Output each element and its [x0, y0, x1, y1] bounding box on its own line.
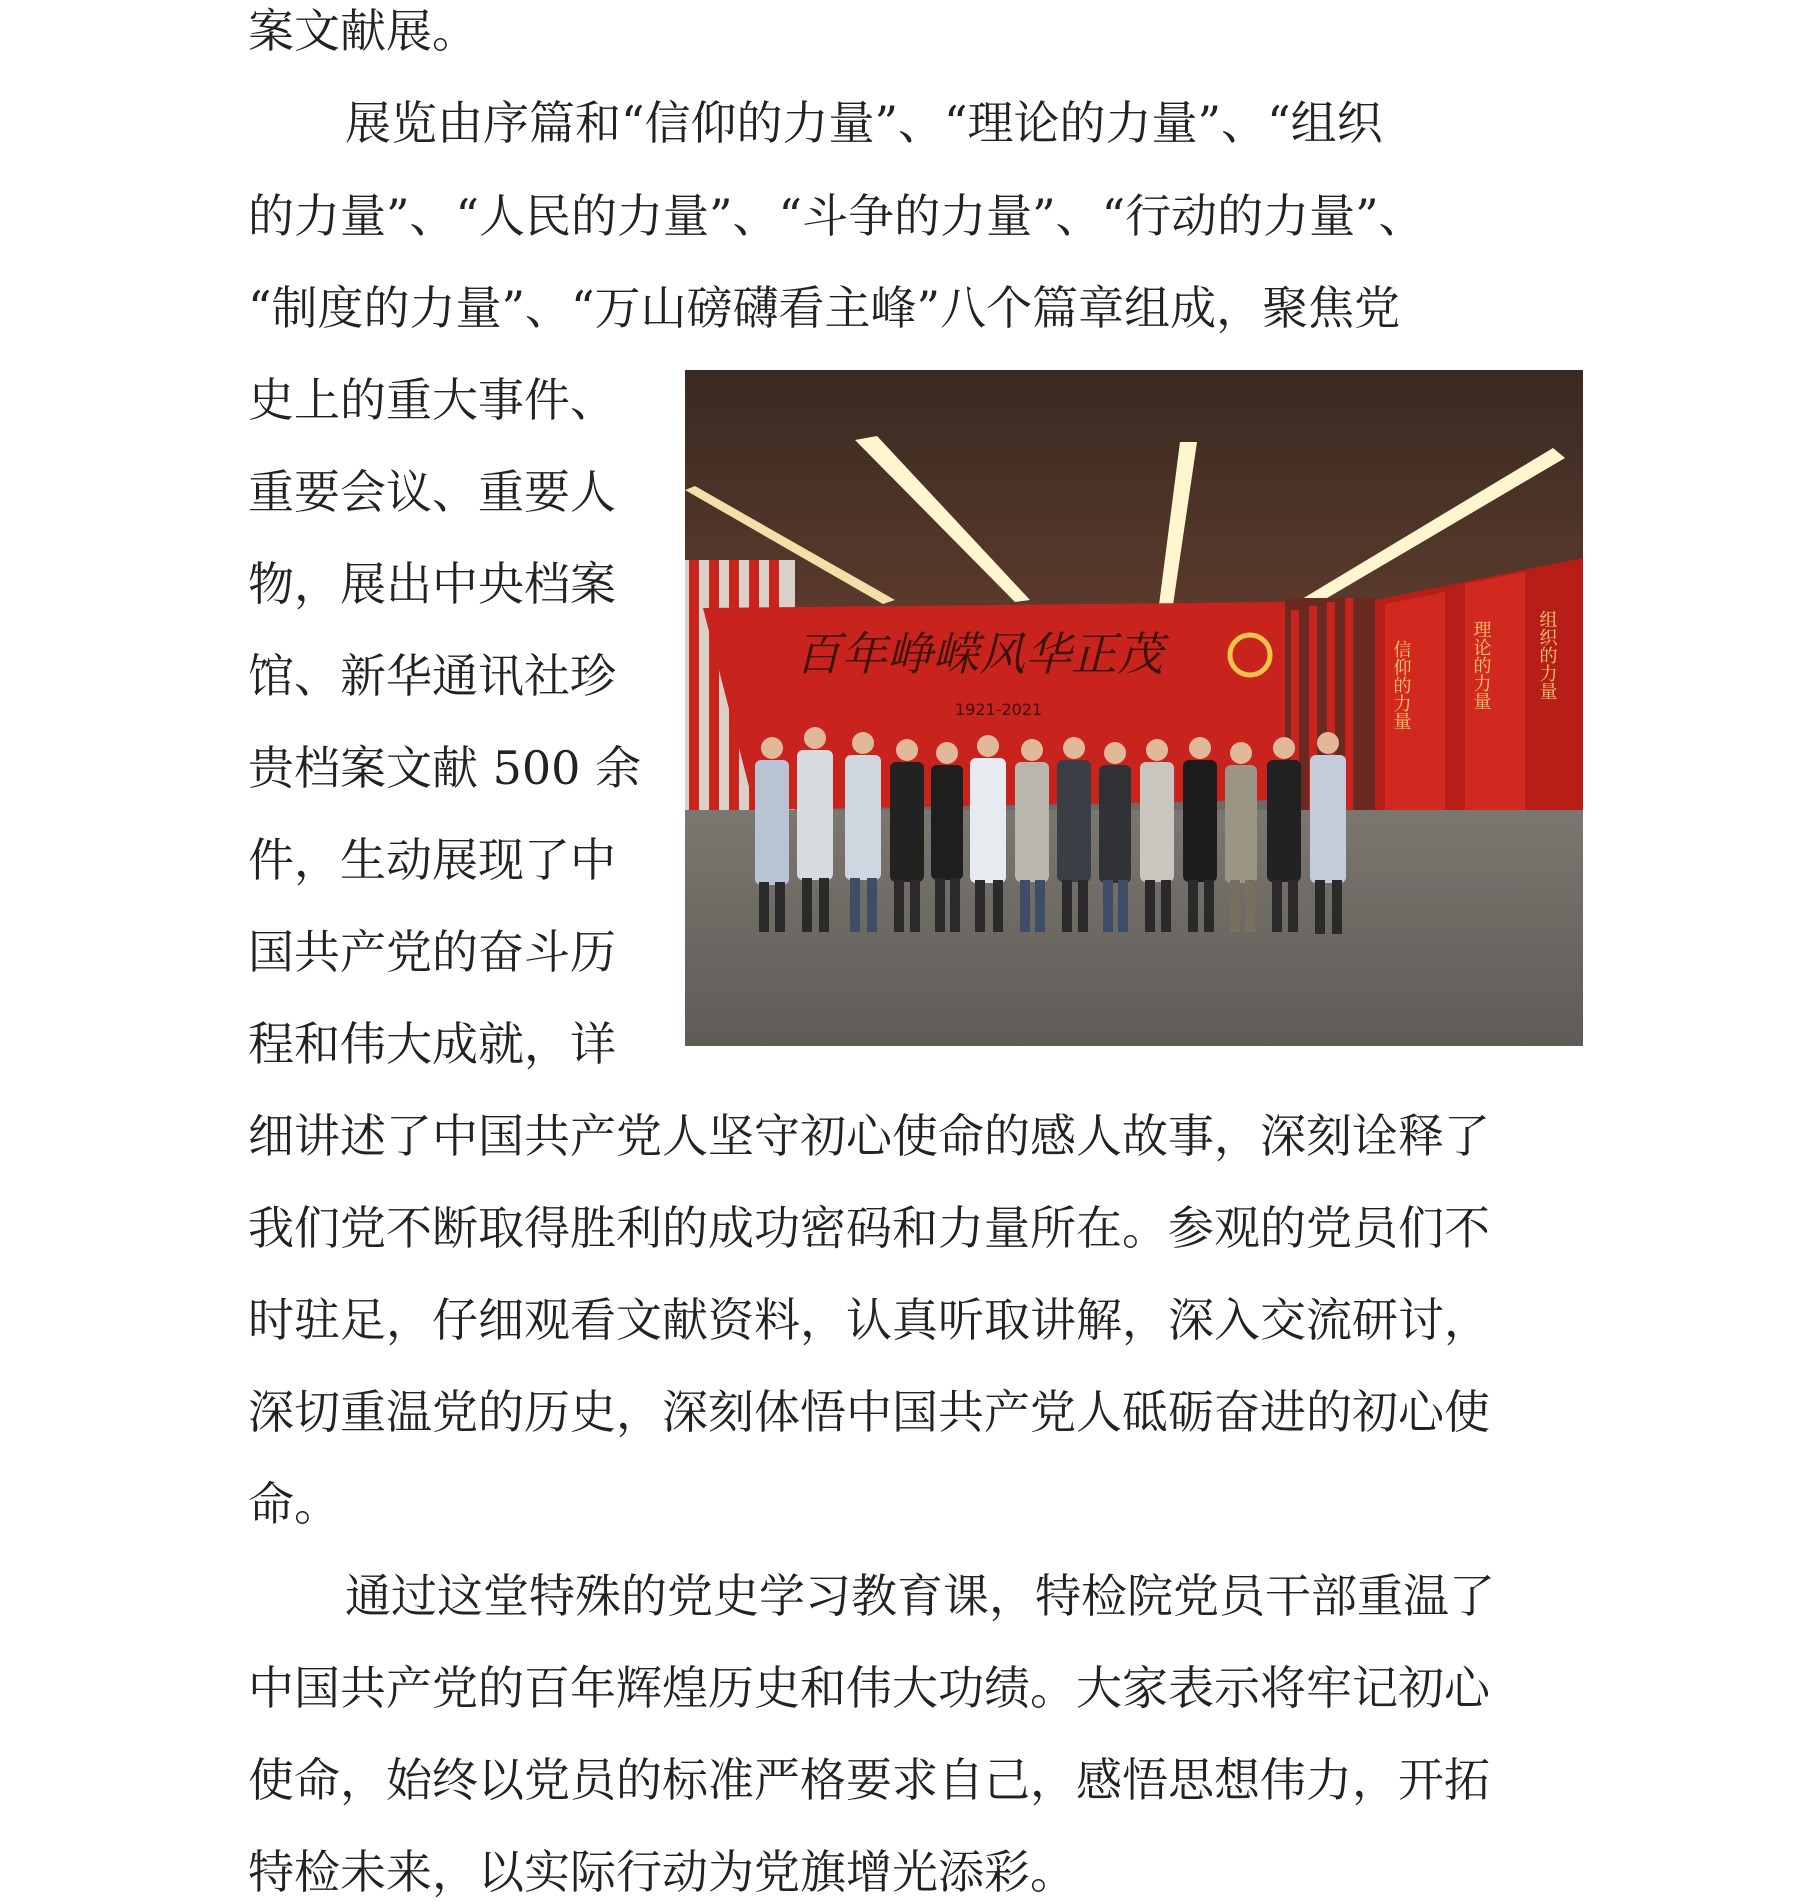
text-line: 的力量”、“人民的力量”、“斗争的力量”、“行动的力量”、 — [248, 189, 1425, 243]
text-line: 国共产党的奋斗历 — [248, 925, 616, 979]
banner-years: 1921-2021 — [955, 700, 1043, 719]
text-line: 深切重温党的历史，深刻体悟中国共产党人砥砺奋进的初心使 — [248, 1385, 1490, 1439]
text-line: 馆、新华通讯社珍 — [248, 649, 616, 703]
text-line: 使命，始终以党员的标准严格要求自己，感悟思想伟力，开拓 — [248, 1753, 1490, 1807]
text-line: 时驻足，仔细观看文献资料，认真听取讲解，深入交流研讨， — [248, 1293, 1490, 1347]
text-line-content: 展览由序篇和“信仰的力量”、“理论的力量”、“组织 — [345, 96, 1383, 150]
text-line: 通过这堂特殊的党史学习教育课，特检院党员干部重温了 — [345, 1569, 1495, 1623]
text-line: “制度的力量”、“万山磅礴看主峰”八个篇章组成，聚焦党 — [248, 281, 1401, 335]
text-line: 件，生动展现了中 — [248, 833, 616, 887]
pillar-label: 信仰的力量 — [1390, 640, 1412, 730]
text-line: 贵档案文献 500 余 — [248, 741, 642, 795]
text-line: 程和伟大成就，详 — [248, 1017, 616, 1071]
photo-illustration — [685, 370, 1583, 1046]
text-line: 命。 — [248, 1477, 340, 1531]
banner-calligraphy: 百年峥嵘风华正茂 — [795, 627, 1163, 681]
pillar-label: 理论的力量 — [1470, 620, 1492, 710]
exhibition-group-photo — [685, 370, 1583, 1046]
text-line: 特检未来，以实际行动为党旗增光添彩。 — [248, 1845, 1076, 1899]
text-line: 重要会议、重要人 — [248, 465, 616, 519]
text-line: 物，展出中央档案 — [248, 557, 616, 611]
text-line: 细讲述了中国共产党人坚守初心使命的感人故事，深刻诠释了 — [248, 1109, 1490, 1163]
text-line — [345, 96, 1580, 150]
text-line: 史上的重大事件、 — [248, 373, 616, 427]
text-line: 中国共产党的百年辉煌历史和伟大功绩。大家表示将牢记初心 — [248, 1661, 1490, 1715]
pillar-label: 组织的力量 — [1536, 610, 1558, 700]
text-line: 案文献展。 — [248, 4, 478, 58]
text-line: 我们党不断取得胜利的成功密码和力量所在。参观的党员们不 — [248, 1201, 1490, 1255]
